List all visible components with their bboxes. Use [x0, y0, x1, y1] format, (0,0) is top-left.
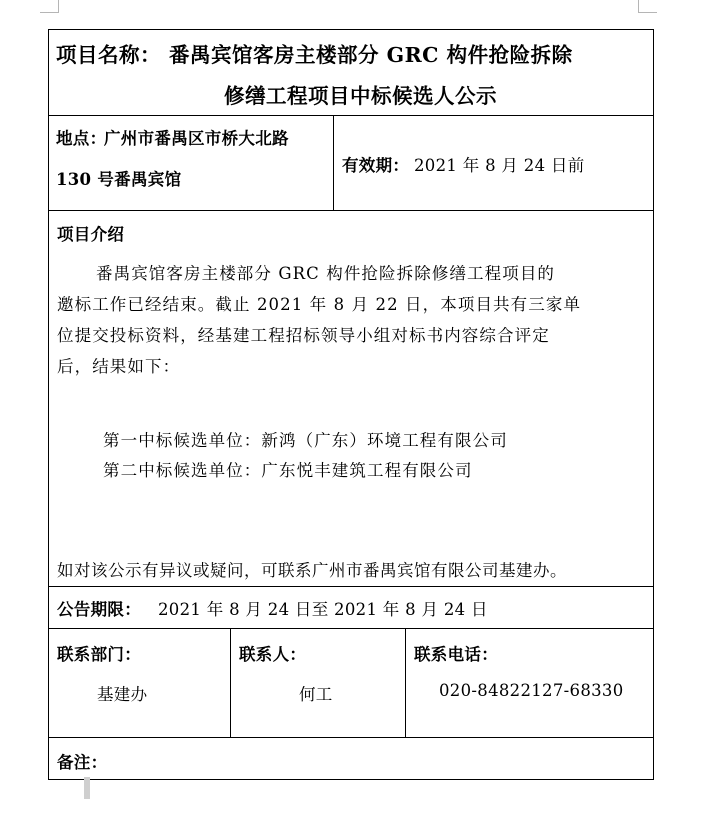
contact-dept-label: 联系部门： [57, 645, 141, 664]
validity-label: 有效期： [342, 156, 410, 175]
remarks-row [48, 737, 654, 780]
contact-dept-cell [49, 629, 231, 737]
intro-line: 番禺宾馆客房主楼部分 GRC 构件抢险拆除修缮工程项目的 [96, 264, 556, 283]
period-value: 2021 年 8 月 24 日至 2021 年 8 月 24 日 [158, 600, 488, 619]
project-name-label: 项目名称： [56, 43, 161, 67]
validity-value: 2021 年 8 月 24 日前 [414, 156, 585, 175]
text-cursor-marker [84, 777, 90, 799]
contact-phone-label: 联系电话： [414, 645, 498, 664]
margin-corner-mark [638, 0, 657, 13]
intro-line: 后，结果如下： [57, 357, 181, 376]
remarks-label: 备注： [57, 753, 108, 772]
candidate-first: 第一中标候选单位：新鸿（广东）环境工程有限公司 [103, 431, 508, 450]
contact-phone-cell [406, 629, 653, 737]
validity-cell [334, 116, 653, 210]
candidate-second: 第二中标候选单位：广东悦丰建筑工程有限公司 [103, 461, 473, 480]
intro-line: 邀标工作已经结束。截止 2021 年 8 月 22 日，本项目共有三家单 [57, 295, 582, 314]
contact-row [48, 628, 654, 738]
contact-person-value: 何工 [299, 685, 333, 704]
title-row [48, 29, 654, 116]
project-title-line1: 番禺宾馆客房主楼部分 GRC 构件抢险拆除 [169, 43, 573, 67]
intro-line: 位提交投标资料，经基建工程招标领导小组对标书内容综合评定 [57, 326, 550, 345]
location-cell [49, 116, 334, 210]
location-row [48, 115, 654, 211]
location-line2: 130 号番禺宾馆 [56, 170, 182, 189]
margin-corner-mark [40, 0, 59, 13]
intro-heading: 项目介绍 [57, 225, 125, 244]
location-line1: 广州市番禺区市桥大北路 [104, 129, 289, 148]
contact-note: 如对该公示有异议或疑问，可联系广州市番禺宾馆有限公司基建办。 [57, 561, 567, 580]
period-row [48, 586, 654, 629]
location-label: 地点： [56, 129, 107, 148]
contact-person-label: 联系人： [239, 645, 307, 664]
contact-phone-value: 020-84822127-68330 [439, 681, 624, 700]
notice-table [48, 29, 654, 780]
intro-row [48, 210, 654, 587]
contact-person-cell [231, 629, 406, 737]
contact-dept-value: 基建办 [97, 685, 148, 704]
project-title-line2: 修缮工程项目中标候选人公示 [224, 84, 497, 108]
period-label: 公告期限： [57, 600, 141, 619]
